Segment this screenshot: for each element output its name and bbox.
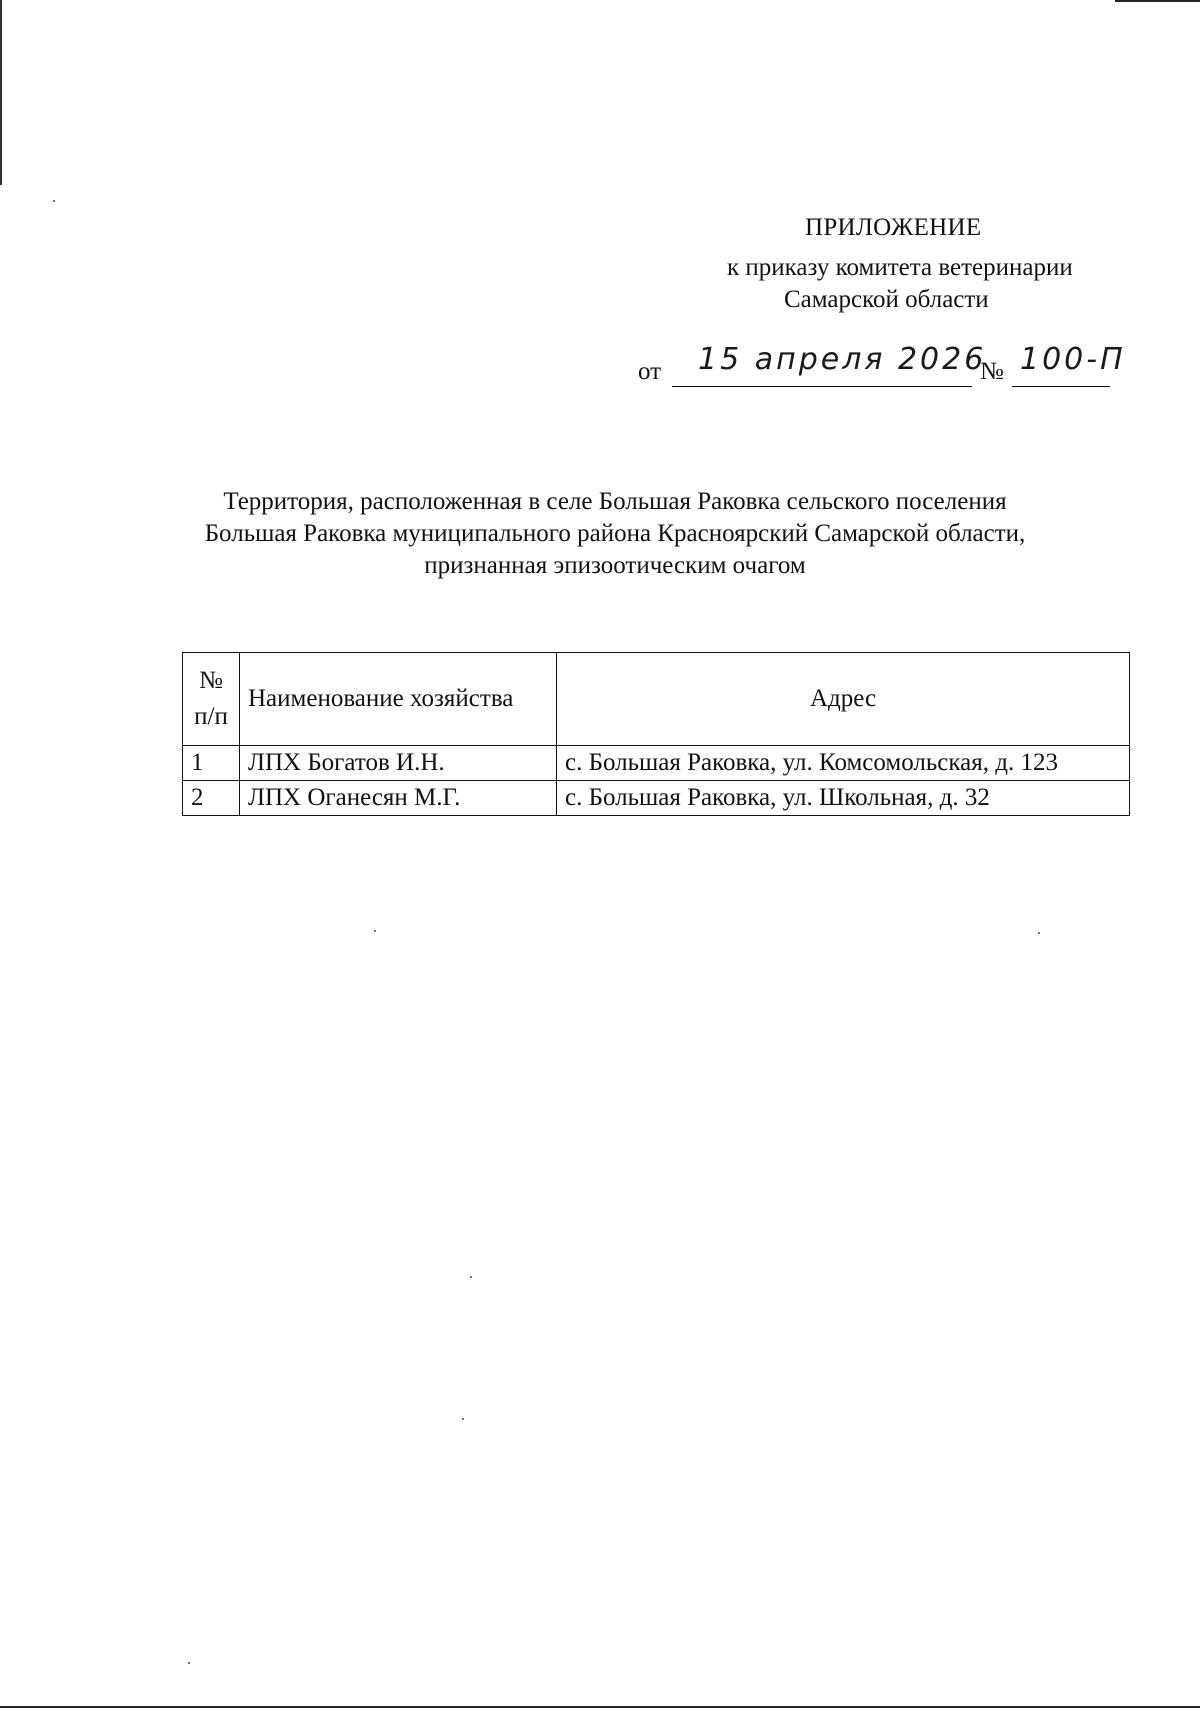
- column-header-name: Наименование хозяйства: [240, 653, 557, 746]
- cell-number: 1: [183, 746, 240, 781]
- heading-line: Территория, расположенная в селе Большая Раковка сельского поселения: [223, 488, 1007, 515]
- order-reference-line: [638, 342, 1126, 392]
- heading-line: Большая Раковка муниципального района Красноярский Самарской области,: [204, 520, 1026, 547]
- scan-edge-left: [0, 0, 2, 185]
- cell-address: с. Большая Раковка, ул. Комсомольская, д. 123: [557, 746, 1130, 781]
- order-number-handwritten: 100-П: [1020, 342, 1126, 377]
- scan-edge-top: [1115, 0, 1200, 2]
- column-header-number: [183, 653, 240, 746]
- scan-speck: [462, 1418, 464, 1420]
- table-header-row: [183, 653, 1130, 746]
- table-row: [183, 781, 1130, 816]
- appendix-title: ПРИЛОЖЕНИЕ: [805, 214, 982, 241]
- appendix-reference: к приказу комитета ветеринарии: [727, 254, 1073, 281]
- cell-household-name: ЛПХ Богатов И.Н.: [240, 746, 557, 781]
- order-date-field: [672, 342, 987, 387]
- column-header-number-abbr: п/п: [194, 703, 228, 730]
- order-number-field: [1012, 342, 1126, 387]
- column-header-number-sign: №: [199, 667, 223, 694]
- households-table: [182, 652, 1130, 816]
- cell-address: с. Большая Раковка, ул. Школьная, д. 32: [557, 781, 1130, 816]
- cell-number: 2: [183, 781, 240, 816]
- scan-speck: [1038, 932, 1040, 934]
- table-row: [183, 746, 1130, 781]
- scan-speck: [470, 1276, 472, 1278]
- scan-edge-bottom: [0, 1706, 1200, 1708]
- cell-household-name: ЛПХ Оганесян М.Г.: [240, 781, 557, 816]
- order-date-label: от: [638, 358, 662, 385]
- order-date-handwritten: 15 апреля 2026: [698, 342, 987, 377]
- scan-speck: [374, 930, 376, 932]
- appendix-region: Самарской области: [784, 286, 989, 313]
- order-number-label: №: [980, 358, 1004, 385]
- scan-speck: [53, 200, 55, 202]
- heading-line: признанная эпизоотическим очагом: [424, 552, 806, 579]
- document-heading: [120, 486, 1110, 582]
- column-header-address: Адрес: [557, 653, 1130, 746]
- scan-speck: [188, 1662, 190, 1664]
